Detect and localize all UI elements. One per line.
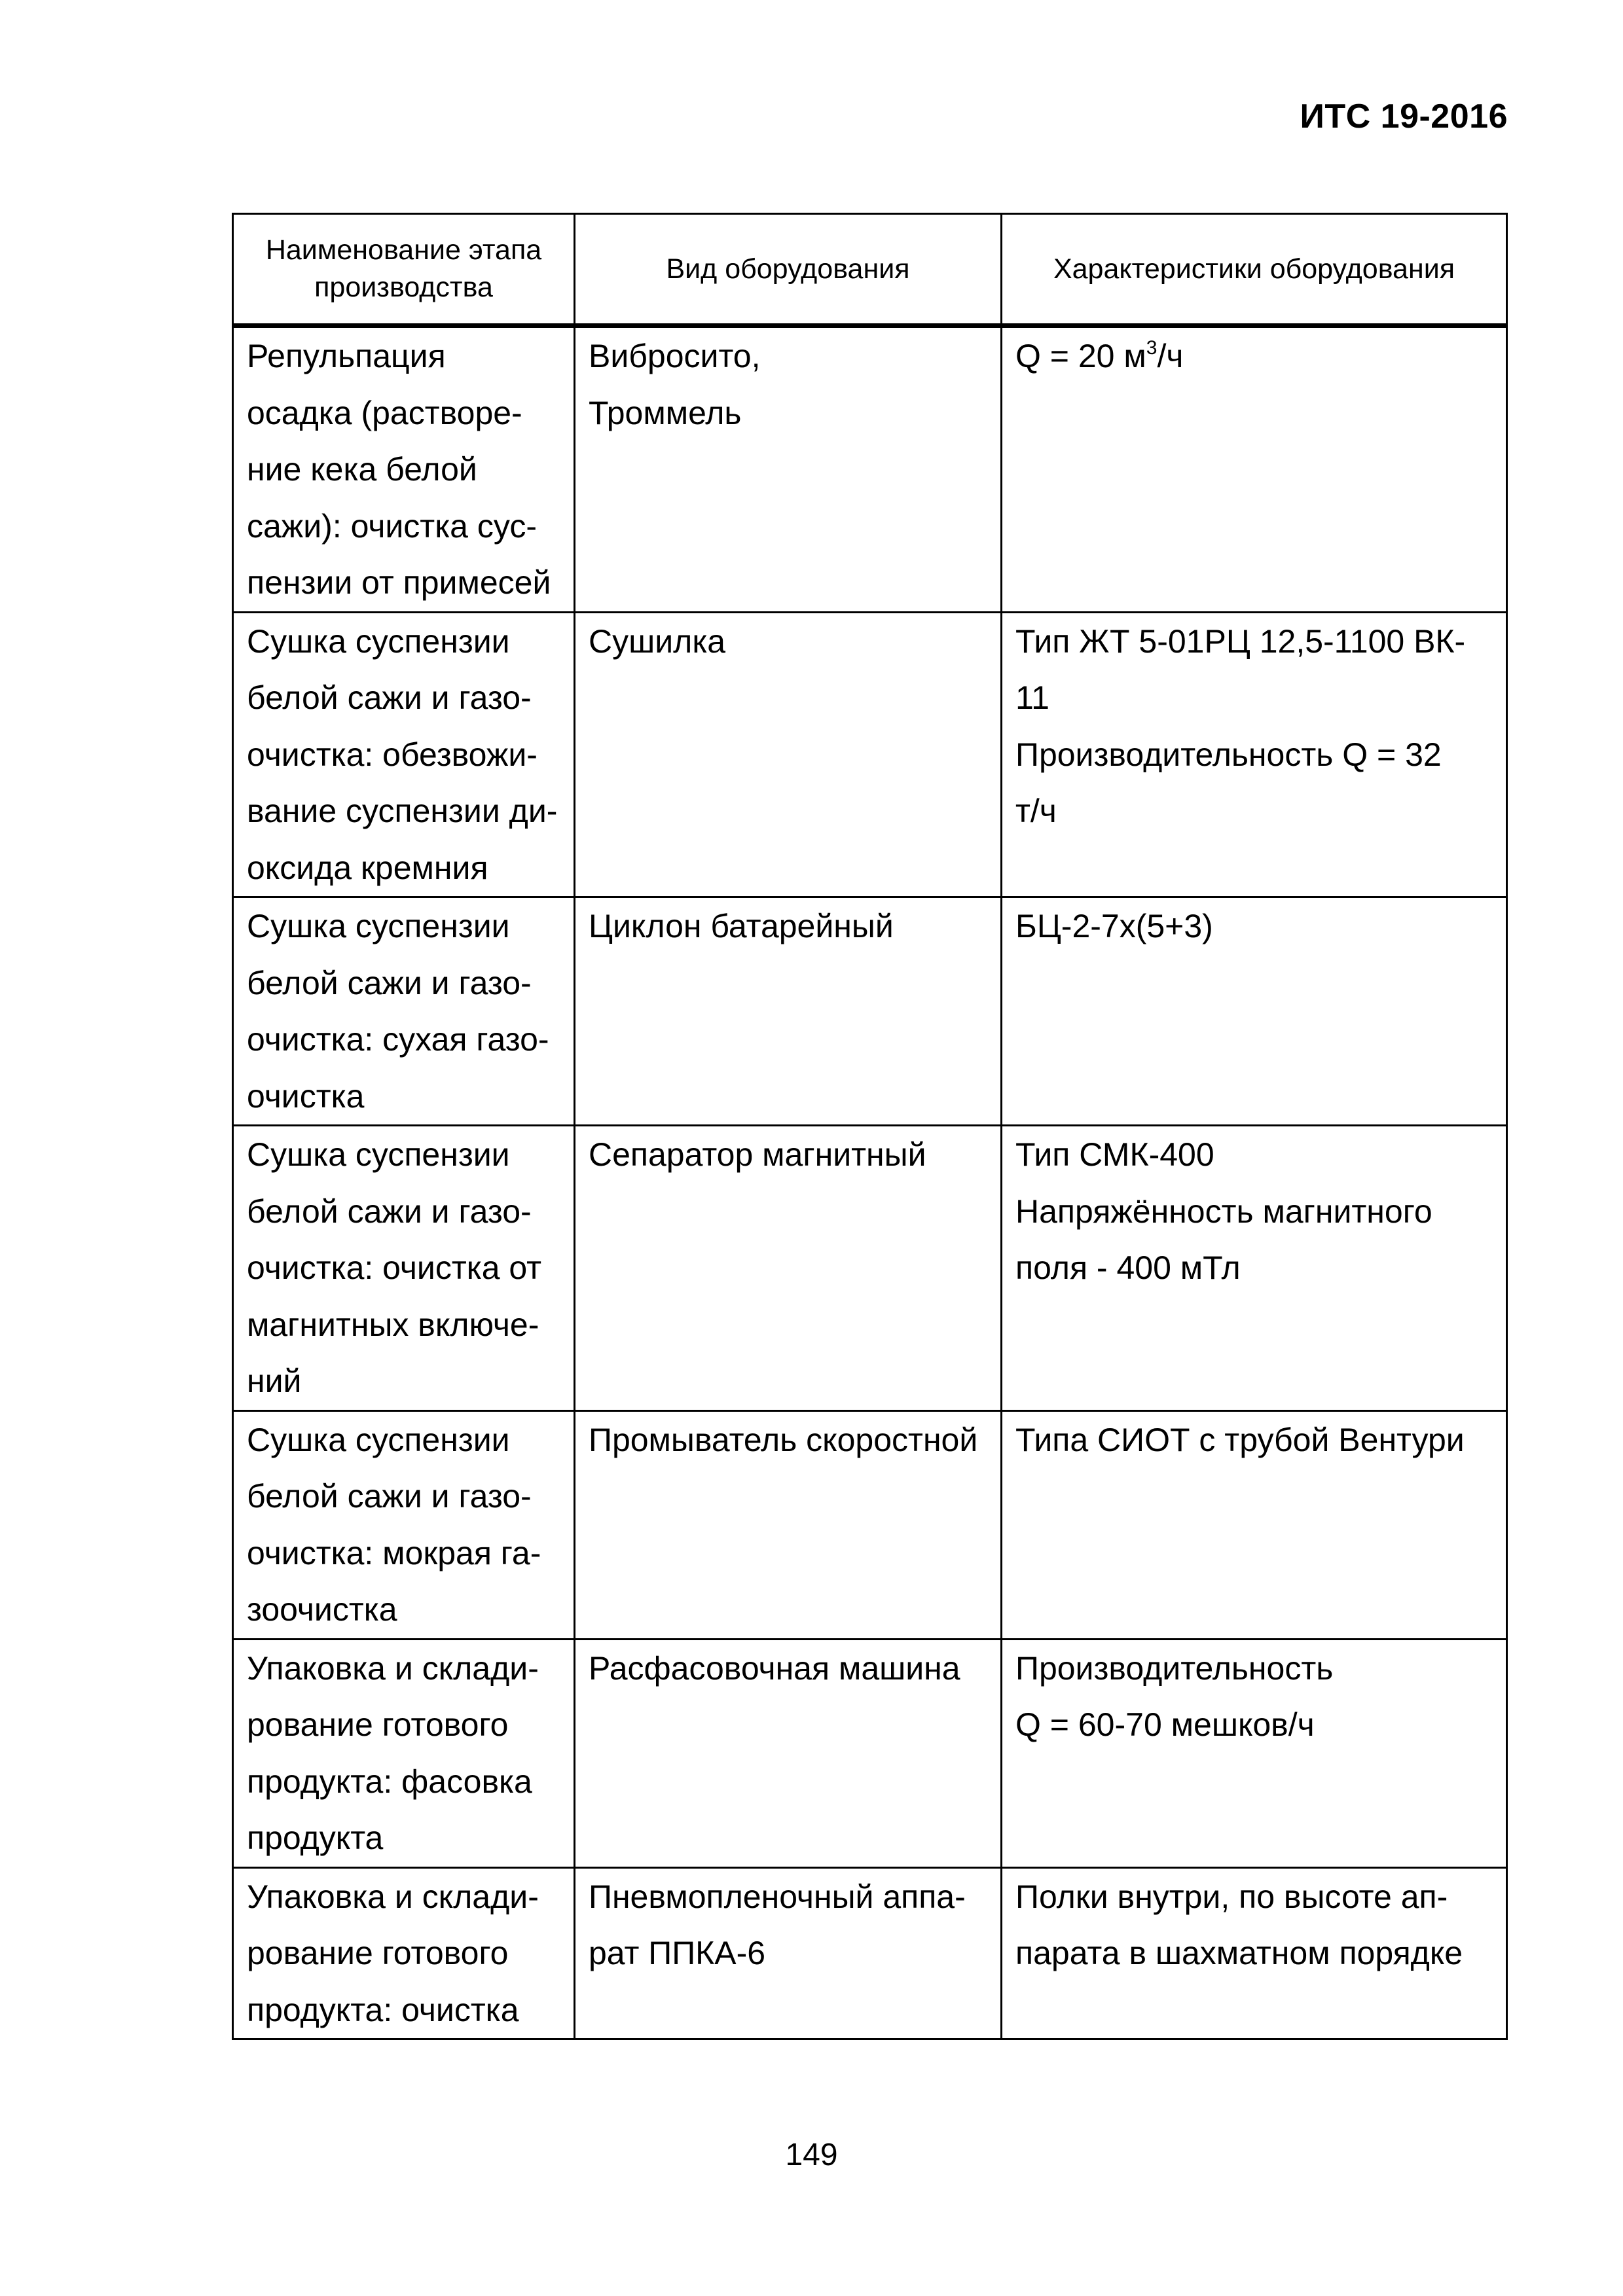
characteristics-cell bbox=[1002, 1639, 1507, 1867]
cell-line: Вибросито, bbox=[589, 338, 761, 374]
equipment-cell bbox=[575, 1126, 1002, 1411]
cell-line: поля - 400 мТл bbox=[1015, 1249, 1241, 1286]
cell-line: Сушка суспензии bbox=[247, 1136, 510, 1173]
characteristics-cell bbox=[1002, 897, 1507, 1126]
cell-line: Сушка суспензии bbox=[247, 1421, 510, 1458]
header-row bbox=[233, 214, 1507, 326]
equipment-cell bbox=[575, 1639, 1002, 1867]
equipment-cell bbox=[575, 1410, 1002, 1639]
cell-line: Напряжённость магнитного bbox=[1015, 1193, 1432, 1230]
cell-line: продукта bbox=[247, 1820, 384, 1856]
characteristics-cell bbox=[1002, 612, 1507, 897]
stage-cell bbox=[233, 326, 575, 613]
cell-line: т/ч bbox=[1015, 793, 1057, 829]
cell-line: продукта: фасовка bbox=[247, 1763, 532, 1800]
table-header bbox=[233, 214, 1507, 326]
equipment-table bbox=[232, 213, 1508, 2040]
cell-line: Сушка суспензии bbox=[247, 908, 510, 944]
equipment-cell bbox=[575, 612, 1002, 897]
header-equipment-characteristics bbox=[1002, 214, 1507, 326]
table-row bbox=[233, 1867, 1507, 2039]
cell-line: Полки внутри, по высоте ап- bbox=[1015, 1878, 1448, 1915]
cell-line: белой сажи и газо- bbox=[247, 1478, 532, 1515]
stage-cell bbox=[233, 1867, 575, 2039]
table-row bbox=[233, 1410, 1507, 1639]
characteristics-cell bbox=[1002, 1867, 1507, 2039]
flow-rate-suffix: /ч bbox=[1157, 338, 1184, 374]
flow-rate-text bbox=[1015, 328, 1493, 385]
cell-line: осадка (растворе- bbox=[247, 394, 522, 431]
header-stage-name bbox=[233, 214, 575, 326]
header-characteristics-line: Характеристики оборудования bbox=[1053, 253, 1455, 285]
characteristics-cell bbox=[1002, 1410, 1507, 1639]
cell-line: очистка: мокрая га- bbox=[247, 1534, 541, 1571]
table-row bbox=[233, 612, 1507, 897]
cell-line: очистка: обезвожи- bbox=[247, 736, 538, 773]
page-number: 149 bbox=[785, 2138, 838, 2172]
cell-line: очистка: сухая газо- bbox=[247, 1021, 549, 1058]
equipment-cell bbox=[575, 326, 1002, 613]
characteristics-cell bbox=[1002, 326, 1507, 613]
document-code: ИТС 19-2016 bbox=[1300, 98, 1508, 135]
cell-line: 11 bbox=[1015, 679, 1049, 716]
cell-line: Упаковка и склади- bbox=[247, 1878, 539, 1915]
cell-line: ний bbox=[247, 1363, 302, 1399]
stage-cell bbox=[233, 1639, 575, 1867]
header-stage-line: производства bbox=[314, 272, 493, 303]
cell-line: Сепаратор магнитный bbox=[589, 1136, 926, 1173]
cell-line: продукта: очистка bbox=[247, 1991, 519, 2028]
cell-line: Типа СИОТ с трубой Вентури bbox=[1015, 1421, 1465, 1458]
cell-line: сажи): очистка сус- bbox=[247, 507, 537, 545]
table-row bbox=[233, 1126, 1507, 1411]
flow-rate-superscript: 3 bbox=[1146, 337, 1158, 359]
header-equipment-line: Вид оборудования bbox=[666, 253, 910, 285]
cell-line: белой сажи и газо- bbox=[247, 1193, 532, 1230]
cell-line: зоочистка bbox=[247, 1591, 397, 1628]
equipment-cell bbox=[575, 897, 1002, 1126]
cell-line: белой сажи и газо- bbox=[247, 964, 532, 1001]
header-stage-line: Наименование этапа bbox=[265, 234, 542, 266]
cell-line: рат ППКА-6 bbox=[589, 1935, 766, 1971]
equipment-cell bbox=[575, 1867, 1002, 2039]
cell-line: Упаковка и склади- bbox=[247, 1649, 539, 1687]
cell-line: Троммель bbox=[589, 394, 742, 431]
cell-line: Сушилка bbox=[589, 622, 726, 660]
cell-line: Промыватель скоростной bbox=[589, 1421, 978, 1458]
cell-line: Репульпация bbox=[247, 338, 446, 374]
cell-line: очистка bbox=[247, 1077, 365, 1115]
cell-line: парата в шахматном порядке bbox=[1015, 1935, 1463, 1971]
table-row bbox=[233, 1639, 1507, 1867]
cell-line: очистка: очистка от bbox=[247, 1249, 542, 1286]
cell-line: Тип ЖТ 5-01РЦ 12,5-1100 ВК- bbox=[1015, 622, 1466, 660]
table-row bbox=[233, 897, 1507, 1126]
header-equipment-type bbox=[575, 214, 1002, 326]
cell-line: Производительность Q = 32 bbox=[1015, 736, 1442, 773]
cell-line: Q = 60-70 мешков/ч bbox=[1015, 1706, 1315, 1743]
cell-line: пензии от примесей bbox=[247, 564, 551, 601]
cell-line: вание суспензии ди- bbox=[247, 793, 558, 829]
cell-line: Циклон батарейный bbox=[589, 908, 894, 944]
characteristics-cell bbox=[1002, 1126, 1507, 1411]
cell-line: магнитных включе- bbox=[247, 1306, 539, 1343]
table-row bbox=[233, 326, 1507, 613]
cell-line: рование готового bbox=[247, 1935, 509, 1971]
stage-cell bbox=[233, 1126, 575, 1411]
stage-cell bbox=[233, 1410, 575, 1639]
cell-line: белой сажи и газо- bbox=[247, 679, 532, 716]
stage-cell bbox=[233, 897, 575, 1126]
cell-line: БЦ-2-7х(5+3) bbox=[1015, 908, 1213, 944]
cell-line: ние кека белой bbox=[247, 451, 477, 488]
cell-line: Производительность bbox=[1015, 1649, 1334, 1687]
flow-rate-prefix: Q = 20 м bbox=[1015, 338, 1146, 374]
table-body bbox=[233, 326, 1507, 2039]
cell-line: Тип СМК-400 bbox=[1015, 1136, 1214, 1173]
cell-line: Пневмопленочный аппа- bbox=[589, 1878, 966, 1915]
cell-line: Расфасовочная машина bbox=[589, 1649, 960, 1687]
cell-line: Сушка суспензии bbox=[247, 622, 510, 660]
stage-cell bbox=[233, 612, 575, 897]
cell-line: рование готового bbox=[247, 1706, 509, 1743]
cell-line: оксида кремния bbox=[247, 849, 488, 886]
